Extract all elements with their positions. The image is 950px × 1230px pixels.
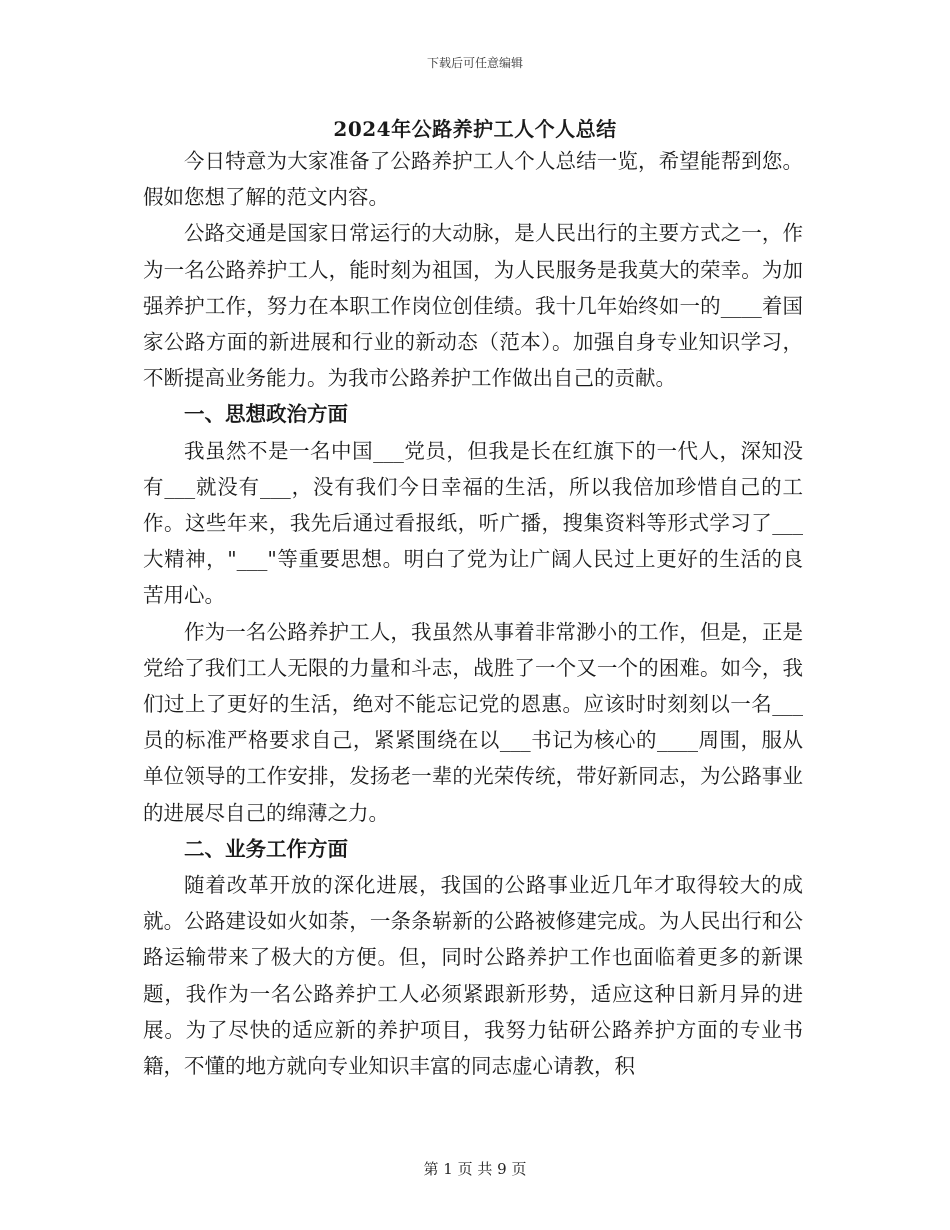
document-body [143,143,803,1084]
intro-paragraph: 今日特意为大家准备了公路养护工人个人总结一览，希望能帮到您。假如您想了解的范文内容。 [143,149,803,210]
document-title: 2024年公路养护工人个人总结 [333,117,617,141]
section-heading: 二、业务工作方面 [184,836,348,861]
body-paragraph: 公路交通是国家日常运行的大动脉，是人民出行的主要方式之一，作为一名公路养护工人，能时刻为祖国，为人民服务是我莫大的荣幸。为加强养护工作，努力在本职工作岗位创佳绩。我十几年始终如一的____着国家公路方面的新进展和行业的新动态（范本）。加强自身专业知识学习，不断提高业务能力。为我市公路养护工作做出自己的贡献。 [143,221,803,391]
body-paragraph: 我虽然不是一名中国___党员，但我是长在红旗下的一代人，深知没有___就没有___，没有我们今日幸福的生活，所以我倍加珍惜自己的工作。这些年来，我先后通过看报纸，听广播，搜集资料等形式学习了___大精神，"___"等重要思想。明白了党为让广阔人民过上更好的生活的良苦用心。 [143,438,803,608]
body-paragraph: 随着改革开放的深化进展，我国的公路事业近几年才取得较大的成就。公路建设如火如荼，一条条崭新的公路被修建完成。为人民出行和公路运输带来了极大的方便。但，同时公路养护工作也面临着更多的新课题，我作为一名公路养护工人必须紧跟新形势，适应这种日新月异的进展。为了尽快的适应新的养护项目，我努力钻研公路养护方面的专业书籍，不懂的地方就向专业知识丰富的同志虚心请教，积 [143,873,803,1079]
section-heading: 一、思想政治方面 [184,402,348,427]
page-number: 第 1 页 共 9 页 [423,1160,527,1178]
body-paragraph: 作为一名公路养护工人，我虽然从事着非常渺小的工作，但是，正是党给了我们工人无限的力量和斗志，战胜了一个又一个的困难。如今，我们过上了更好的生活，绝对不能忘记党的恩惠。应该时时刻刻以一名___员的标准严格要求自己，紧紧围绕在以___书记为核心的____周围，服从单位领导的工作安排，发扬老一辈的光荣传统，带好新同志，为公路事业的进展尽自己的绵薄之力。 [143,619,803,825]
header-note: 下载后可任意编辑 [426,56,523,70]
